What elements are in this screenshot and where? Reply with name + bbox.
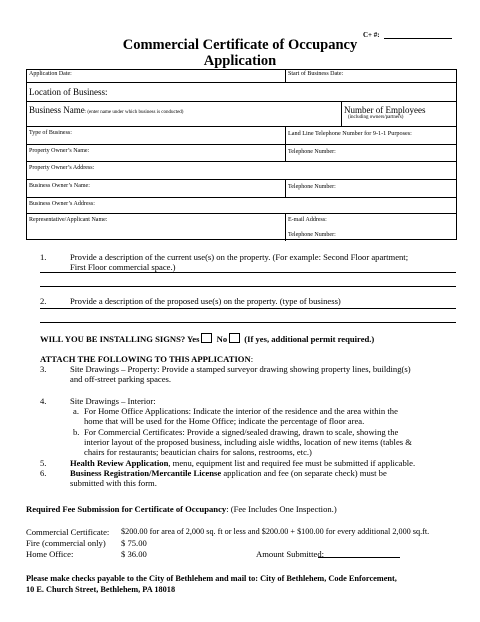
- application-date-field[interactable]: [27, 70, 285, 82]
- fee-fire-value: $ 75.00: [121, 538, 147, 548]
- representative-label: Representative/Applicant Name:: [29, 217, 108, 223]
- item-6-bold: Business Registration/Mercantile License: [70, 468, 222, 478]
- attach-heading: ATTACH THE FOLLOWING TO THIS APPLICATION: [40, 354, 251, 364]
- signs-question: [40, 333, 374, 344]
- question-2-text: Provide a description of the proposed use(s) on the property. (type of business): [70, 296, 341, 306]
- question-2-answer-line[interactable]: [40, 322, 456, 323]
- item-4a-letter: a.: [73, 406, 79, 416]
- footer-line-1: Please make checks payable to the City of Bethlehem and mail to: City of Bethlehem, Code Enforcement,: [26, 574, 397, 583]
- num-employees-note: (including owners/partners): [348, 115, 404, 120]
- start-date-label: Start of Business Date:: [288, 71, 344, 77]
- page-title: Commercial Certificate of Occupancy: [122, 37, 358, 53]
- item-5-bold: Health Review Application: [70, 458, 169, 468]
- num-employees-field[interactable]: [341, 102, 456, 127]
- landline-field[interactable]: [285, 127, 456, 145]
- footer-line-2: 10 E. Church Street, Bethlehem, PA 18018: [26, 585, 176, 594]
- fees-heading-bold: Required Fee Submission for Certificate of Occupancy: [26, 504, 227, 514]
- fee-commercial-value: $200.00 for area of 2,000 sq. ft or less and $200.00 + $100.00 for every additional 2,000 sq.ft.: [121, 527, 430, 536]
- form-row-property-address: [27, 161, 456, 180]
- application-date-label: Application Date:: [29, 71, 72, 77]
- type-of-business-field[interactable]: [27, 127, 285, 145]
- business-owner-address-label: Business Owner’s Address:: [29, 201, 95, 207]
- property-owner-address-field[interactable]: [27, 162, 456, 180]
- form-row-location: [27, 82, 456, 102]
- question-1-number: 1.: [40, 252, 47, 262]
- property-owner-name-field[interactable]: [27, 145, 285, 162]
- signs-yes-label: Yes: [187, 334, 200, 344]
- form-row-type: [27, 126, 456, 145]
- form-row-business-name: [27, 101, 456, 127]
- fees-heading-rest: : (Fee Includes One Inspection.): [226, 504, 337, 514]
- representative-phone-label: Telephone Number:: [288, 232, 336, 238]
- question-1-text-line2: First Floor commercial space.): [70, 262, 176, 272]
- item-3-text-line2: and off-street parking spaces.: [70, 374, 172, 384]
- attach-heading-colon: :: [250, 354, 254, 364]
- property-owner-phone-field[interactable]: [285, 145, 456, 162]
- business-owner-phone-label: Telephone Number:: [288, 184, 336, 190]
- question-1-answer-line[interactable]: [40, 272, 456, 273]
- item-4b-text-line2: interior layout of the proposed business, including aisle widths, location of new items (tables &: [84, 437, 412, 447]
- amount-submitted-line[interactable]: [318, 557, 400, 558]
- email-label: E-mail Address:: [288, 217, 327, 223]
- certificate-number-label: C+ #:: [363, 31, 380, 39]
- business-name-note: : (enter name under which business is conducted): [84, 110, 184, 115]
- application-form-table: [26, 69, 457, 240]
- item-6-text-line2: submitted with this form.: [70, 478, 157, 488]
- property-owner-address-label: Property Owner’s Address:: [29, 165, 95, 171]
- item-5-number: 5.: [40, 458, 47, 468]
- item-4b-letter: b.: [73, 427, 80, 437]
- item-3-text: Site Drawings – Property: Provide a stamped surveyor drawing showing property lines, building(s): [70, 364, 411, 374]
- signs-note: (If yes, additional permit required.): [244, 334, 375, 344]
- representative-field[interactable]: [27, 214, 285, 241]
- page-subtitle: Application: [203, 53, 277, 69]
- question-1-answer-line[interactable]: [40, 286, 456, 287]
- business-owner-phone-field[interactable]: [285, 180, 456, 198]
- num-employees-label: Number of Employees: [344, 105, 426, 115]
- form-row-representative: [27, 213, 456, 241]
- form-row-business-owner: [27, 179, 456, 198]
- amount-submitted-label: Amount Submitted:: [256, 549, 325, 559]
- item-4b-text: For Commercial Certificates: Provide a signed/sealed drawing, drawn to scale, showing the: [84, 427, 399, 437]
- item-4-number: 4.: [40, 396, 47, 406]
- item-4b-text-line3: chairs for restaurants; beautician chairs for salons, restrooms, etc.): [84, 447, 312, 457]
- item-5-rest: , menu, equipment list and required fee must be submitted if applicable.: [168, 458, 416, 468]
- landline-label: Land Line Telephone Number for 9-1-1 Purposes:: [288, 130, 412, 137]
- item-6-number: 6.: [40, 468, 47, 478]
- signs-no-checkbox[interactable]: [229, 333, 240, 343]
- property-owner-name-label: Property Owner’s Name:: [29, 148, 90, 154]
- email-phone-field[interactable]: [285, 214, 456, 241]
- start-date-field[interactable]: [285, 70, 456, 82]
- form-row-property-owner: [27, 144, 456, 162]
- signs-question-text: WILL YOU BE INSTALLING SIGNS?: [40, 334, 186, 344]
- fee-commercial-label: Commercial Certificate:: [26, 527, 110, 537]
- item-6-text: [70, 468, 387, 478]
- signs-yes-checkbox[interactable]: [201, 333, 212, 343]
- item-4-text: Site Drawings – Interior:: [70, 396, 156, 406]
- business-name-label: Business Name: [29, 105, 85, 115]
- business-name-field[interactable]: [27, 102, 341, 127]
- property-owner-phone-label: Telephone Number:: [288, 149, 336, 155]
- fee-home-value: $ 36.00: [121, 549, 147, 559]
- item-4a-text: For Home Office Applications: Indicate the interior of the residence and the area within the: [84, 406, 398, 416]
- location-label: Location of Business:: [29, 87, 108, 97]
- item-4a-text-line2: home that will be used for the Home Office; indicate the percentage of floor area.: [84, 416, 365, 426]
- type-of-business-label: Type of Business:: [29, 130, 72, 136]
- form-row-business-address: [27, 197, 456, 214]
- signs-no-label: No: [216, 334, 228, 344]
- fee-home-label: Home Office:: [26, 549, 74, 559]
- form-row-dates: [27, 70, 456, 82]
- business-owner-address-field[interactable]: [27, 198, 456, 214]
- item-5-text: [70, 458, 415, 468]
- question-1-text: Provide a description of the current use(s) on the property. (For example: Second Floor apartment;: [70, 252, 409, 262]
- location-field[interactable]: [27, 83, 456, 102]
- business-owner-name-field[interactable]: [27, 180, 285, 198]
- business-owner-name-label: Business Owner’s Name:: [29, 183, 90, 189]
- question-2-number: 2.: [40, 296, 47, 306]
- fee-fire-label: Fire (commercial only): [26, 538, 106, 548]
- item-6-rest: application and fee (on separate check) must be: [221, 468, 387, 478]
- fees-heading: [26, 504, 337, 514]
- question-2-answer-line[interactable]: [40, 308, 456, 309]
- item-3-number: 3.: [40, 364, 47, 374]
